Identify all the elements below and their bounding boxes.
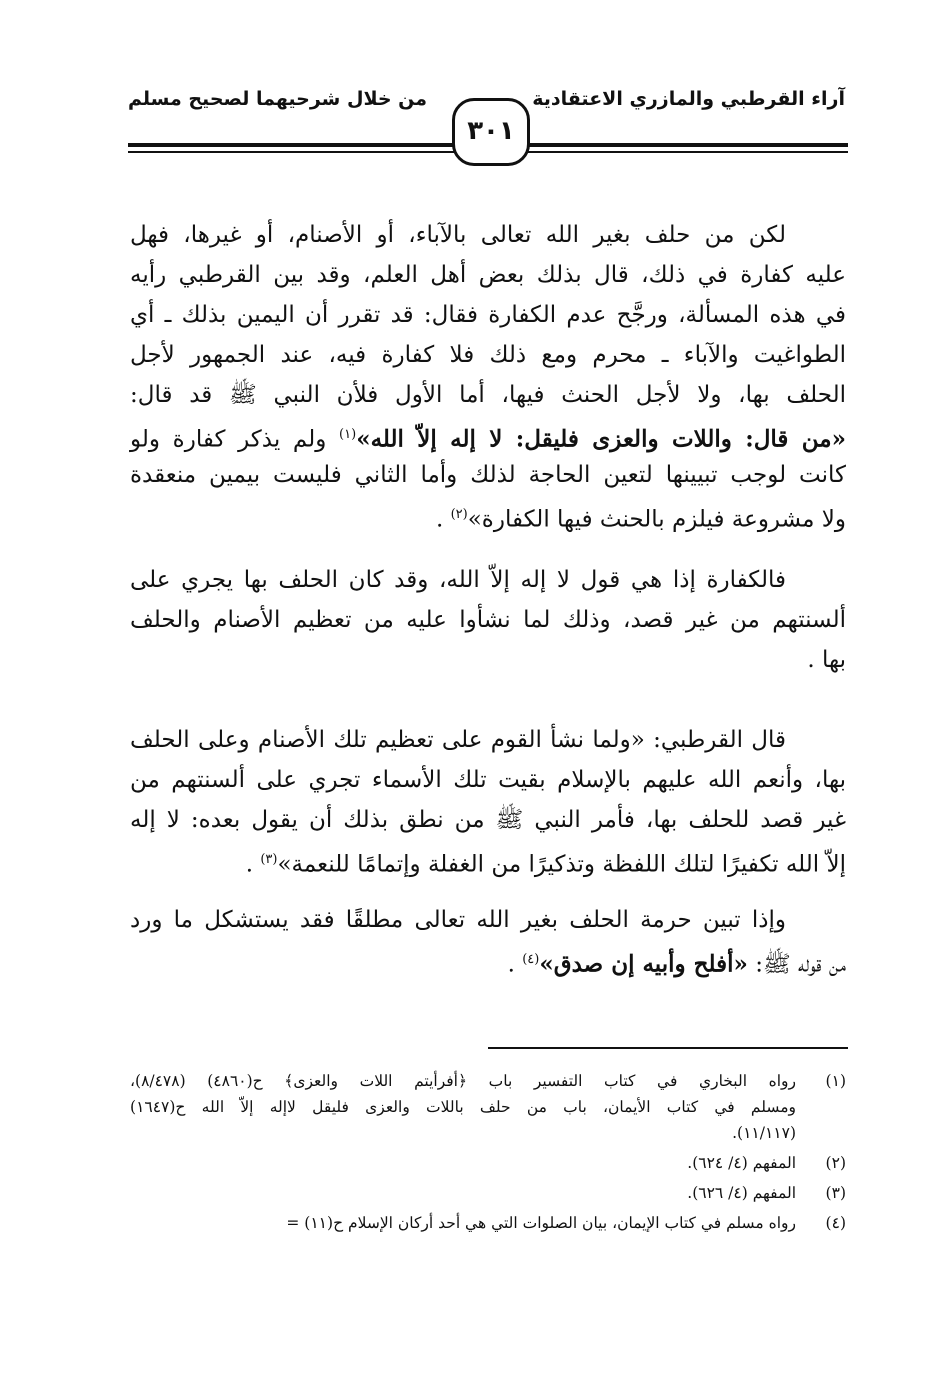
text-segment: وإذا تبين حرمة الحلف بغير الله تعالى مطلقًا فقد يستشكل ما ورد: [130, 907, 786, 933]
text-line: [130, 335, 846, 375]
footnote-text: (١١/١١٧).: [732, 1124, 796, 1142]
footnote-line: [130, 1150, 846, 1176]
text-line: [130, 840, 846, 880]
footnote-number: (٣): [825, 1184, 846, 1202]
header-rule-left-thin: [128, 151, 454, 153]
text-line: [130, 600, 846, 640]
text-line: [130, 940, 846, 980]
footnote-line: [130, 1120, 846, 1146]
text-segment: فالكفارة إذا هي قول لا إله إلاّ الله، وقد كان الحلف بها يجري على: [130, 567, 786, 593]
text-segment: في هذه المسألة، ورجَّح عدم الكفارة فقال: قد تقرر أن اليمين بذلك ـ أي: [130, 302, 846, 328]
text-segment: كانت لوجب تبيينها لتعين الحاجة لذلك وأما الثاني فليست بيمين منعقدة: [130, 462, 846, 488]
footnote-marker: (٢): [450, 507, 468, 522]
text-line: [130, 415, 846, 455]
text-line: [130, 640, 846, 680]
text-segment: بها .: [807, 647, 846, 673]
text-line: [130, 760, 846, 800]
text-line: [130, 800, 846, 840]
footnote-text: المفهم (٤/ ٦٢٦).: [687, 1184, 796, 1202]
text-line: [130, 455, 846, 495]
footnote-separator: [488, 1047, 848, 1049]
footnote-text: رواه مسلم في كتاب الإيمان، بيان الصلوات التي هي أحد أركان الإسلام ح(١١) =: [286, 1214, 796, 1232]
text-segment: إلاّ الله تكفيرًا لتلك اللفظة وتذكيرًا من الغفلة وإتمامًا للنعمة»: [277, 851, 846, 878]
text-segment: .: [435, 506, 451, 533]
hadith-quote: «أفلح وأبيه إن صدق»: [539, 950, 748, 978]
text-segment: ألسنتهم من غير قصد، وذلك لما نشأوا عليه من تعظيم الأصنام والحلف: [130, 607, 846, 633]
text-line: [130, 375, 846, 415]
footnote-text: المفهم (٤/ ٦٢٤).: [687, 1154, 796, 1172]
footnote-marker: (٤): [522, 952, 540, 967]
text-segment: .: [245, 851, 261, 878]
footnote-line: [130, 1210, 846, 1236]
footnote-text: ومسلم في كتاب الأيمان، باب من حلف باللات والعزى فليقل لاإله إلاّ الله ح(١٦٤٧): [130, 1098, 796, 1116]
text-line: [130, 255, 846, 295]
text-segment: .: [507, 951, 523, 978]
header-rule-right-thin: [522, 151, 848, 153]
footnote-number: (١): [825, 1072, 846, 1090]
text-segment: بها، وأنعم الله عليهم بالإسلام بقيت تلك الأسماء تجري على ألسنتهم من: [130, 767, 846, 793]
footnote-text: رواه البخاري في كتاب التفسير باب ﴿أفرأيتم اللات والعزى﴾ ح(٤٨٦٠) (٨/٤٧٨)،: [130, 1072, 796, 1090]
header-rule-left: [128, 143, 454, 147]
footnote-line: [130, 1180, 846, 1206]
text-segment: الحلف بها، ولا لأجل الحنث فيها، أما الأول فلأن النبي ﷺ قد قال:: [130, 382, 846, 408]
text-line: [130, 560, 846, 600]
text-segment: ولم يذكر كفارة ولو: [130, 426, 340, 453]
book-subtitle: من خلال شرحيهما لصحيح مسلم: [128, 88, 428, 110]
footnote-number: (٤): [825, 1214, 846, 1232]
book-title: آراء القرطبي والمازري الاعتقادية: [532, 88, 845, 110]
text-segment: من قوله ﷺ:: [747, 951, 846, 978]
text-line: [130, 215, 846, 255]
text-segment: قال القرطبي: «ولما نشأ القوم على تعظيم تلك الأصنام وعلى الحلف: [130, 727, 786, 753]
footnote-marker: (٣): [260, 852, 278, 867]
text-line: [130, 295, 846, 335]
text-segment: عليه كفارة في ذلك، قال بذلك بعض أهل العلم، وقد بين القرطبي رأيه: [130, 262, 846, 288]
footnote-number: (٢): [825, 1154, 846, 1172]
text-segment: لكن من حلف بغير الله تعالى بالآباء، أو الأصنام، أو غيرها، فهل: [130, 222, 786, 248]
header-rule-right: [522, 143, 848, 147]
text-segment: الطواغيت والآباء ـ محرم ومع ذلك فلا كفارة فيه، عند الجمهور لأجل: [130, 342, 846, 368]
text-line: [130, 495, 846, 535]
text-line: [130, 900, 846, 940]
text-segment: ولا مشروعة فيلزم بالحنث فيها الكفارة»: [467, 506, 846, 533]
page-number: ٣٠١: [452, 98, 530, 166]
text-segment: غير قصد للحلف بها، فأمر النبي ﷺ من نطق بذلك أن يقول بعده: لا إله: [130, 807, 846, 833]
hadith-quote: «من قال: واللات والعزى فليقل: لا إله إلاّ الله»: [356, 425, 847, 453]
footnote-line: [130, 1068, 846, 1094]
footnote-line: [130, 1094, 846, 1120]
text-line: [130, 720, 846, 760]
footnote-marker: (١): [339, 427, 357, 442]
